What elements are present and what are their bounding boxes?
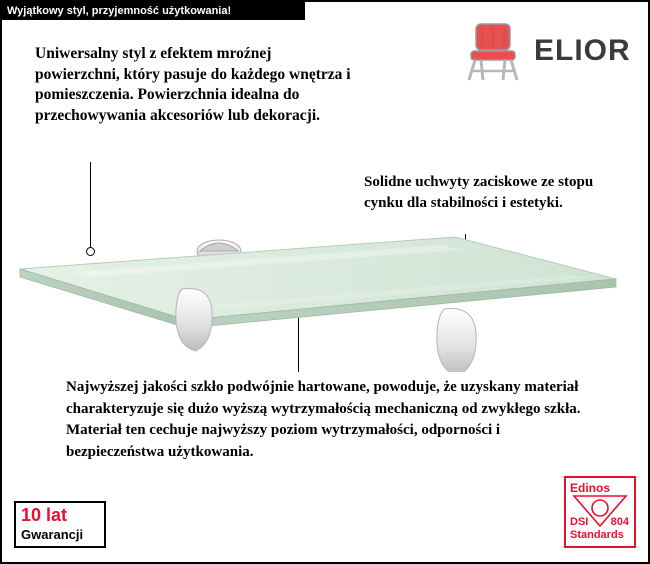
edinos-dsi-label: DSI xyxy=(570,516,589,528)
edinos-name: Edinos xyxy=(570,481,611,495)
edinos-number: 804 xyxy=(610,516,629,528)
callout-right: Solidne uchwyty zaciskowe ze stopu cynku dla stabilności i estetyki. xyxy=(364,174,594,211)
product-illustration xyxy=(12,227,622,372)
red-chair-icon xyxy=(464,22,526,84)
headline-banner: Wyjątkowy styl, przyjemność użytkowania! xyxy=(2,2,305,20)
guarantee-label: Gwarancji xyxy=(21,527,84,542)
callout-bottom: Najwyższej jakości szkło podwójnie hartowane, powoduje, że uzyskany materiał charakteryzuje się dużo wyższą wytrzymałością mechaniczną od zwykłego szkła. Materiał ten cechuje najwyższy poziom wytrzymałości, odporności i bezpieczeństwa użytkowania. xyxy=(66,379,581,460)
brand-name: ELIOR xyxy=(534,34,631,67)
brand-logo xyxy=(458,22,634,84)
callout-top-left: Uniwersalny styl z efektem mroźnej powierzchni, który pasuje do każdego wnętrza i pomieszczenia. Powierzchnia idealna do przechowywania akcesoriów lub dekoracji. xyxy=(35,45,351,124)
edinos-standards-label: Standards xyxy=(570,529,624,541)
guarantee-years: 10 lat xyxy=(21,505,68,525)
edinos-standards-badge xyxy=(564,476,636,548)
guarantee-badge xyxy=(14,501,106,548)
